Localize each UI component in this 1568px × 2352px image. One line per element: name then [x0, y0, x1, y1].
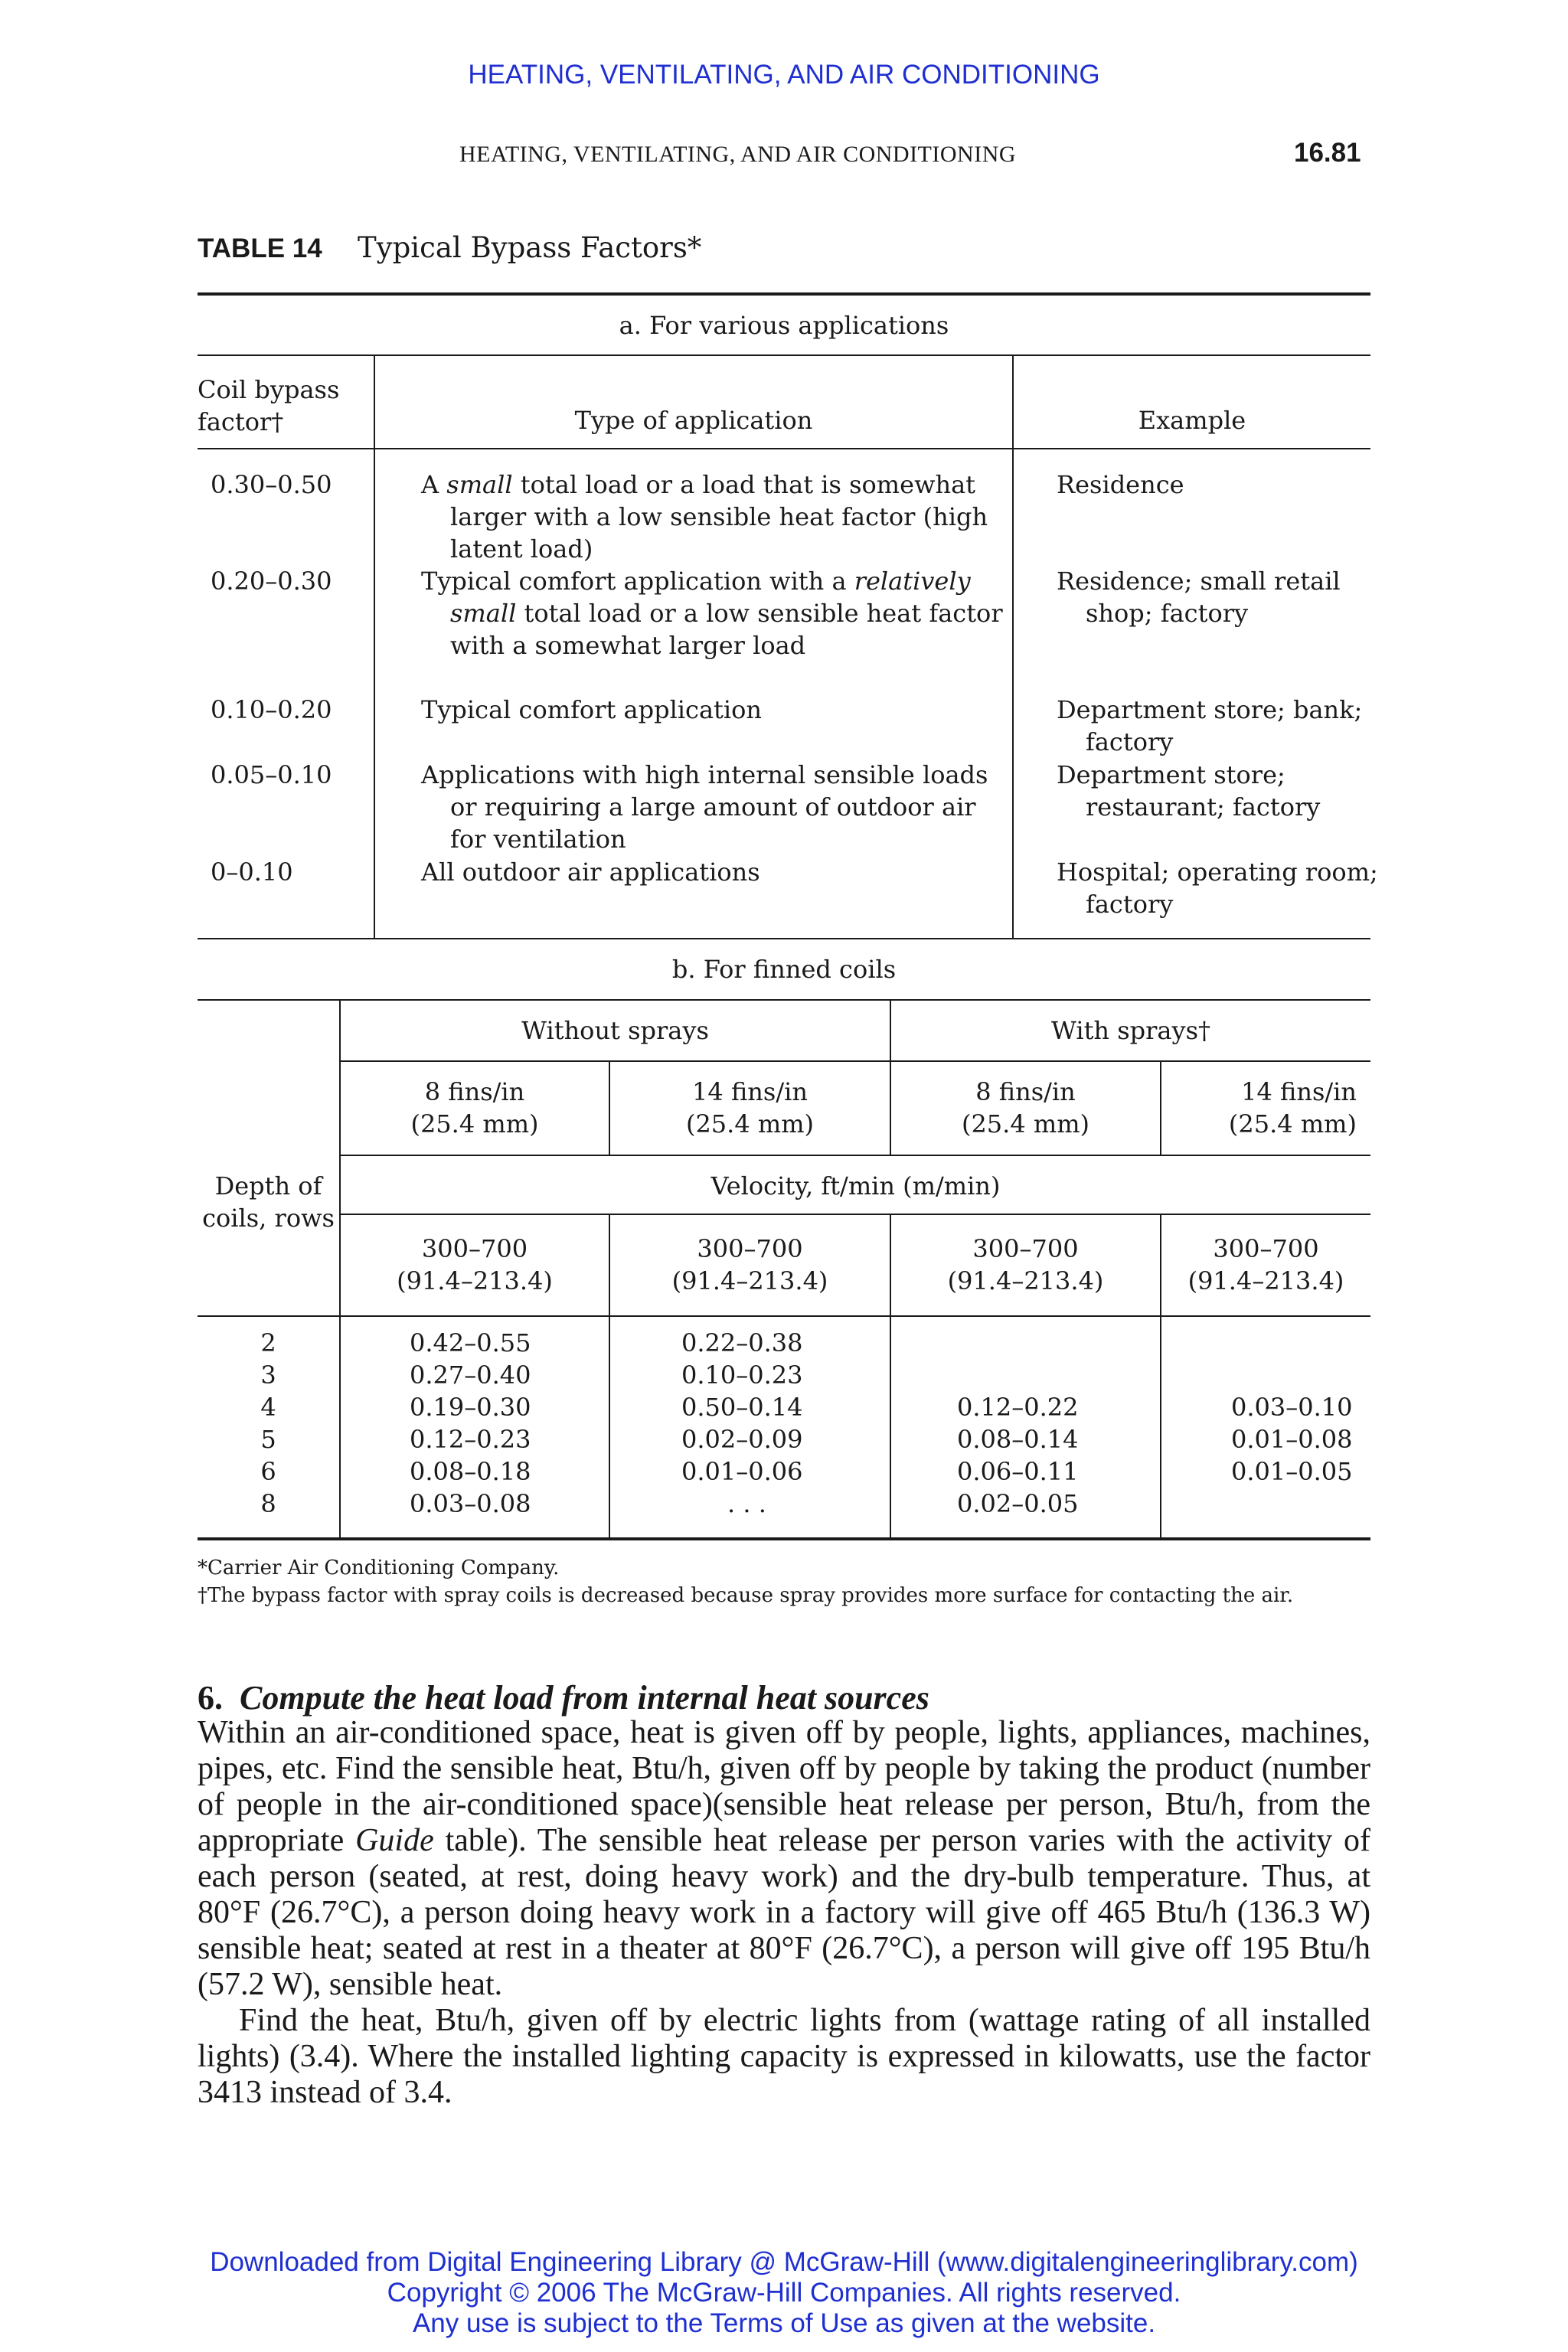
group-without-sprays: Without sprays — [521, 1016, 709, 1045]
table-bottom-rule — [198, 1537, 1370, 1540]
table-cell — [957, 1359, 1079, 1391]
table-cell — [957, 1327, 1079, 1359]
group-rule — [341, 1060, 1370, 1062]
without-8-column — [410, 1327, 531, 1520]
group-with-sprays: With sprays† — [1051, 1016, 1210, 1045]
velocity-value: 300–700 (91.4–213.4) — [1187, 1234, 1344, 1295]
table-cell: 0.01–0.05 — [1231, 1457, 1353, 1486]
table-cell: 2 — [260, 1328, 276, 1357]
header-example: Example — [1138, 406, 1246, 435]
fins-header: 14 fins/in (25.4 mm) — [685, 1077, 815, 1138]
fins-header: 8 fins/in (25.4 mm) — [961, 1077, 1090, 1138]
table-cell: 0.02–0.05 — [957, 1489, 1079, 1518]
footnotes — [198, 1554, 1293, 1609]
table-cell: 0.19–0.30 — [410, 1393, 531, 1422]
table-cell: 0.01–0.08 — [1231, 1425, 1353, 1454]
body-paragraph: Within an air-conditioned space, heat is given off by people, lights, appliances, machines, pipes, etc. Find the sensible heat, Btu/h, given off by people by taking the product (number of people in the air-conditioned space)(sensible heat release per person, Btu/h, from the appropriate Guide table). The sensible heat release per person varies with the activity of each person (seated, at rest, doing heavy work) and the dry-bulb temperature. Thus, at 80°F (26.7°C), a person doing heavy work in a factory will give off 465 Btu/h (136.3 W) sensible heat; seated at rest in a theater at 80°F (26.7°C), a person will give off 195 Btu/h (57.2 W), sensible heat. — [198, 1715, 1370, 2002]
velocity-rule — [341, 1214, 1370, 1215]
factor-cell: 0.10–0.20 — [211, 695, 332, 724]
example-cell: Hospital; operating room; factory — [1057, 858, 1378, 919]
part-a-header-rule — [198, 448, 1370, 449]
example-cell: Department store; bank; factory — [1057, 695, 1363, 756]
page-number: 16.81 — [1294, 138, 1361, 168]
bottom-banner — [0, 2247, 1568, 2339]
part-a-bottom-rule — [198, 938, 1370, 939]
header-type-of-application: Type of application — [574, 406, 813, 435]
with-14-column — [1231, 1327, 1353, 1520]
with-8-column — [957, 1327, 1079, 1520]
running-head-title: HEATING, VENTILATING, AND AIR CONDITIONING — [459, 142, 1017, 167]
application-cell: Typical comfort application with a relatively small total load or a low sensible heat factor with a somewhat larger load — [421, 567, 1003, 660]
table-cell: 8 — [260, 1489, 276, 1518]
velocity-value: 300–700 (91.4–213.4) — [397, 1234, 553, 1295]
table-cell: 0.08–0.18 — [410, 1457, 531, 1486]
part-b-caption: b. For finned coils — [671, 955, 897, 984]
table-title: Typical Bypass Factors* — [358, 231, 702, 264]
fins-rule — [341, 1155, 1370, 1156]
terms-notice: Any use is subject to the Terms of Use as given at the website. — [412, 2308, 1156, 2338]
part-b-rule — [198, 999, 1370, 1001]
table-cell: 0.03–0.10 — [1231, 1393, 1353, 1422]
header-coil-bypass-factor: Coil bypass factor† — [198, 375, 340, 436]
table-cell: 0.12–0.23 — [410, 1425, 531, 1454]
without-14-column — [681, 1327, 803, 1520]
table-label: TABLE 14 — [198, 234, 322, 263]
table-cell: 0.22–0.38 — [681, 1328, 803, 1357]
velocity-value: 300–700 (91.4–213.4) — [671, 1234, 828, 1295]
table-cell: 0.42–0.55 — [410, 1328, 531, 1357]
depth-column — [198, 1327, 339, 1520]
velocity-value: 300–700 (91.4–213.4) — [947, 1234, 1104, 1295]
table-cell: 0.02–0.09 — [681, 1425, 803, 1454]
table-cell: 6 — [260, 1457, 276, 1486]
table-cell: 0.27–0.40 — [410, 1361, 531, 1390]
table-cell: 5 — [260, 1425, 276, 1454]
example-cell: Residence — [1057, 470, 1184, 499]
footnote: *Carrier Air Conditioning Company. — [198, 1557, 560, 1579]
factor-cell: 0.20–0.30 — [211, 567, 332, 596]
fins-header: 14 fins/in (25.4 mm) — [1228, 1077, 1357, 1138]
section-heading: 6. Compute the heat load from internal heat sources — [198, 1679, 929, 1717]
table-cell — [1231, 1488, 1353, 1520]
example-cell: Department store; restaurant; factory — [1057, 760, 1321, 822]
factor-cell: 0.30–0.50 — [211, 470, 332, 499]
top-banner: HEATING, VENTILATING, AND AIR CONDITIONING — [468, 60, 1100, 90]
table-top-rule — [198, 292, 1370, 296]
table-cell: 0.12–0.22 — [957, 1393, 1079, 1422]
factor-cell: 0–0.10 — [211, 858, 293, 887]
table-cell: . . . — [727, 1489, 766, 1518]
table-cell: 0.50–0.14 — [681, 1393, 803, 1422]
table-cell: 0.08–0.14 — [957, 1425, 1079, 1454]
table-cell: 4 — [260, 1393, 276, 1422]
table-cell: 0.03–0.08 — [410, 1489, 531, 1518]
application-cell: Typical comfort application — [421, 695, 762, 724]
table-cell: 0.01–0.06 — [681, 1457, 803, 1486]
download-notice-link[interactable]: Downloaded from Digital Engineering Library @ McGraw-Hill (www.digitalengineeringlibrary.com) — [210, 2247, 1358, 2277]
table-cell: 0.10–0.23 — [681, 1361, 803, 1390]
application-cell: All outdoor air applications — [421, 858, 760, 887]
depth-label: Depth of coils, rows — [202, 1171, 335, 1233]
part-b-header-rule — [198, 1315, 1370, 1317]
table-cell — [1231, 1327, 1353, 1359]
footnote: †The bypass factor with spray coils is decreased because spray provides more surface for contacting the air. — [198, 1584, 1294, 1607]
table-cell — [1231, 1359, 1353, 1391]
velocity-label: Velocity, ft/min (m/min) — [710, 1171, 1001, 1200]
table-cell: 0.06–0.11 — [957, 1457, 1079, 1486]
body-paragraph: Find the heat, Btu/h, given off by electric lights from (wattage rating of all installed lights) (3.4). Where the installed lighting capacity is expressed in kilowatts, use the factor 3413 instead of 3.4. — [198, 2003, 1370, 2110]
application-cell: Applications with high internal sensible loads or requiring a large amount of outdoor air for ventilation — [421, 760, 988, 854]
part-a-divider-1 — [374, 354, 375, 938]
factor-cell: 0.05–0.10 — [211, 760, 332, 789]
copyright-notice: Copyright © 2006 The McGraw-Hill Companies. All rights reserved. — [387, 2278, 1181, 2308]
application-cell: A small total load or a load that is somewhat larger with a low sensible heat factor (high latent load) — [421, 470, 988, 564]
part-a-caption: a. For various applications — [619, 311, 949, 340]
fins-header: 8 fins/in (25.4 mm) — [410, 1077, 539, 1138]
example-cell: Residence; small retail shop; factory — [1057, 567, 1341, 628]
table-cell: 3 — [260, 1361, 276, 1390]
section-body — [198, 1715, 1370, 2111]
